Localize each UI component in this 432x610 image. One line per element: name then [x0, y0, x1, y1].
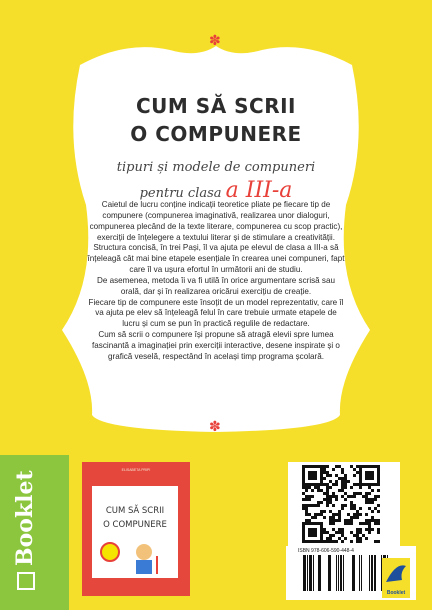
barcode-area: [286, 546, 416, 600]
flower-bottom-icon: ✽: [209, 419, 221, 435]
thumbnail-title-line2: O COMPUNERE: [103, 520, 167, 530]
booklet-logo-icon: [17, 572, 35, 590]
subtitle-grade-prefix: pentru clasa: [139, 186, 222, 201]
flower-top-icon: ✽: [209, 33, 221, 49]
bird-icon: [382, 558, 410, 588]
thumbnail-title-line1: CUM SĂ SCRII: [105, 506, 165, 516]
description-paragraph: Fiecare tip de compunere este însoțit de un model reprezentativ, care îl va ajuta pe elev să înțeleagă felul în care trebuie urmate etapele de lucru și cum se pun în practică regulile de redactare.: [88, 297, 344, 329]
isbn-number: ISBN 978-606-590-448-4: [298, 548, 354, 554]
thumbnail-author: ELISABETA PRIPI: [121, 468, 151, 472]
description-paragraph: Structura concisă, în trei Pași, îl va ajuta pe elevul de clasa a III-a să înțeleagă cât mai bine etapele esențiale în crearea unei compuneri, fapt care îl va ușura efortul în următorii ani de studiu.: [87, 243, 345, 275]
qr-code: [288, 462, 400, 546]
cover-thumbnail: [82, 462, 190, 596]
book-title-line2: O COMPUNERE: [130, 122, 302, 146]
grade-label: a III-a: [225, 178, 293, 203]
description-paragraph: Caietul de lucru conține indicații teoretice pliate pe fiecare tip de compunere (compunerea imaginativă, realizarea unor dialoguri, compunerea plecând de la texte literare, compunerea cu scop practic), exerciții de înțelegere a textului literar și de stimulare a creativității.: [89, 200, 343, 242]
publisher-brand: [12, 470, 38, 590]
publisher-name: Booklet: [12, 470, 38, 566]
description-paragraph: Cum să scrii o compunere își propune să atragă elevii spre lumea fascinantă a imaginației prin exerciții interactive, desene inspirate și o grafică veselă, respectând în același timp programa școlară.: [92, 330, 340, 361]
thumbnail-illustration: [92, 486, 178, 578]
book-title-line1: CUM SĂ SCRII: [136, 94, 296, 118]
description: [86, 200, 346, 363]
qr-pattern: [288, 462, 400, 546]
description-paragraph: De asemenea, metoda îi va fi utilă în orice argumentare scrisă sau orală, dar și în realizarea oricărui exercițiu de creație.: [97, 275, 335, 296]
booklet-small-logo: [382, 558, 410, 598]
logo-label: Booklet: [386, 590, 406, 596]
subtitle-line1: tipuri și modele de compuneri: [116, 160, 316, 175]
thumbnail-panel: [92, 486, 178, 578]
barcode-icon: [294, 555, 390, 597]
